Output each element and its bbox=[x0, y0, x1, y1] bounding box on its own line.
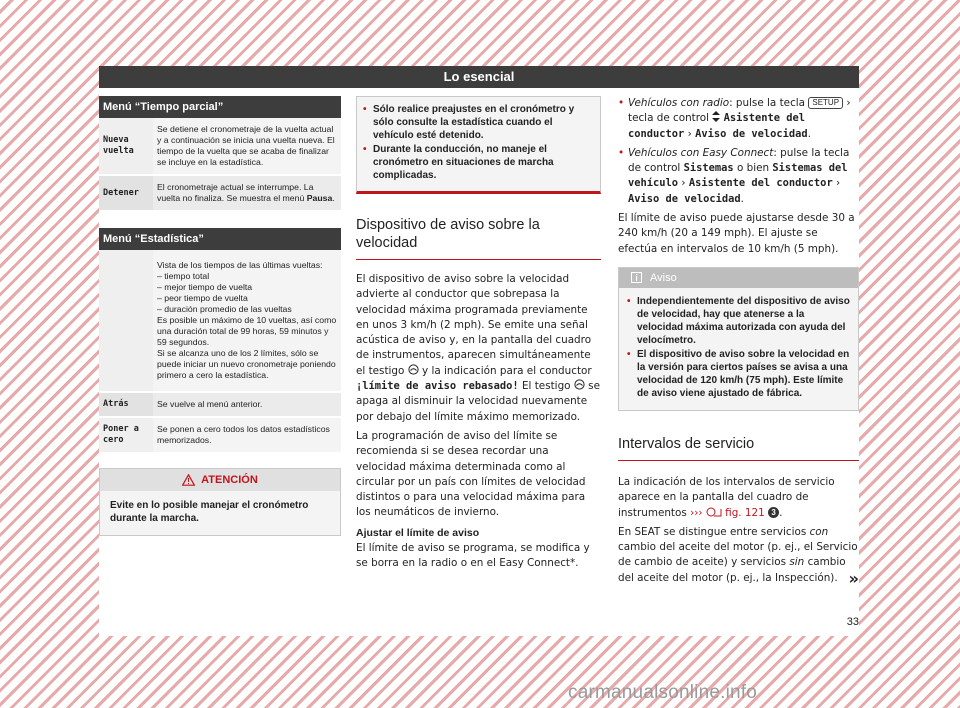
row-key: Detener bbox=[103, 187, 139, 198]
row-text: Se vuelve al menú anterior. bbox=[153, 393, 341, 416]
setup-key: SETUP bbox=[808, 97, 843, 109]
subsection-title: Ajustar el límite de aviso bbox=[356, 526, 480, 539]
bullet-item: • Vehículos con Easy Connect: pulse la tecla de control Sistemas o bien Sistemas del vehículo › Asistente del conductor › Aviso de velocidad. bbox=[618, 146, 859, 207]
continue-marker: » bbox=[848, 568, 859, 588]
table-title: Menú “Tiempo parcial” bbox=[99, 96, 341, 118]
table-estadistica bbox=[99, 228, 341, 454]
table-row bbox=[99, 250, 341, 393]
paragraph: La indicación de los intervalos de servicio aparece en la pantalla del cuadro de instrumentos ››› fig. 121 3 . bbox=[618, 475, 835, 519]
table-title: Menú “Estadística” bbox=[99, 228, 341, 250]
page-number: 33 bbox=[846, 616, 859, 628]
notice-item: • Independientemente del dispositivo de aviso de velocidad, hay que atenerse a la velocidad máxima autorizada con ayuda del velocímetro. bbox=[627, 295, 850, 347]
paragraph: El límite de aviso puede ajustarse desde 30 a 240 km/h (20 a 149 mph). El ajuste se efectúa en intervalos de 10 km/h (5 mph). bbox=[618, 212, 855, 255]
figure-link[interactable]: fig. 121 bbox=[725, 506, 765, 519]
row-text: Se ponen a cero todos los datos estadísticos memorizados. bbox=[153, 418, 341, 452]
paragraph: La programación de aviso del límite se recomienda si se desea recordar una velocidad máxima determinada como al circular por un país con límites de velocidad distintos o para una velocidad máxima para los neumáticos de invierno. bbox=[356, 429, 586, 519]
row-text: Vista de los tiempos de las últimas vueltas: – tiempo total – mejor tiempo de vuelta – peor tiempo de vuelta – duración promedio de las vueltas Es posible un máximo de 10 vueltas, así como una duración total de 99 horas, 59 minutos y 59 segundos. Si se alcanza uno de los 2 límites, sólo se puede iniciar un nuevo cronometraje poniendo primero a cero la estadística. bbox=[153, 250, 341, 391]
info-icon bbox=[631, 272, 642, 283]
column-left bbox=[99, 96, 341, 536]
notice-item: • El dispositivo de aviso sobre la velocidad en la versión para ciertos países se avisa a una velocidad de 120 km/h (75 mph). Este límite de aviso viene ajustado de fábrica. bbox=[627, 348, 850, 400]
row-text: El cronometraje actual se interrumpe. La vuelta no finaliza. Se muestra el menú Pausa. bbox=[153, 176, 341, 210]
note-item: • Durante la conducción, no maneje el cronómetro en situaciones de marcha complicadas. bbox=[363, 143, 594, 182]
table-row bbox=[99, 118, 341, 176]
notice-box bbox=[618, 267, 859, 411]
column-right bbox=[618, 96, 859, 590]
note-item: • Sólo realice preajustes en el cronómetro y sólo consulte la estadística cuando el vehículo esté detenido. bbox=[363, 103, 594, 142]
row-key bbox=[99, 250, 153, 391]
speed-warning-icon bbox=[408, 364, 419, 375]
watermark: carmanualsonline.info bbox=[568, 682, 758, 703]
table-row bbox=[99, 418, 341, 454]
up-down-arrows-icon bbox=[712, 111, 720, 122]
warning-text: Evite en lo posible manejar el cronómetro durante la marcha. bbox=[100, 491, 340, 535]
page-header: Lo esencial bbox=[99, 66, 859, 88]
row-key: Atrás bbox=[103, 399, 129, 409]
row-key: Poner a cero bbox=[103, 424, 139, 445]
warning-triangle-icon bbox=[182, 474, 195, 486]
row-key: Nueva vuelta bbox=[103, 135, 134, 156]
table-row bbox=[99, 393, 341, 418]
note-box bbox=[356, 96, 601, 194]
paragraph: En SEAT se distingue entre servicios con cambio del aceite del motor (p. ej., el Servicio de cambio de aceite) y servicios sin cambio del aceite del motor (p. ej., la Inspección). » bbox=[618, 525, 859, 588]
manual-page bbox=[99, 66, 859, 636]
section-heading: Dispositivo de aviso sobre la velocidad bbox=[356, 216, 601, 260]
table-row bbox=[99, 176, 341, 212]
reference-arrows: ››› bbox=[690, 506, 703, 519]
figure-reference-icon bbox=[706, 507, 722, 517]
callout-number: 3 bbox=[768, 507, 779, 518]
bullet-item: • Vehículos con radio: pulse la tecla SETUP › tecla de control Asistente del conductor › Aviso de velocidad. bbox=[618, 96, 859, 142]
section-heading: Intervalos de servicio bbox=[618, 435, 859, 461]
notice-title: Aviso bbox=[650, 271, 677, 284]
warning-title: ATENCIÓN bbox=[201, 474, 258, 486]
table-tiempo-parcial bbox=[99, 96, 341, 212]
paragraph: El límite de aviso se programa, se modifica y se borra en la radio o en el Easy Connect*. bbox=[356, 541, 590, 570]
notice-header bbox=[619, 268, 858, 288]
warning-header bbox=[100, 469, 340, 491]
column-middle bbox=[356, 96, 601, 575]
warning-box bbox=[99, 468, 341, 536]
row-text: Se detiene el cronometraje de la vuelta actual y a continuación se inicia una vuelta nueva. El tiempo de la vuelta que se acaba de finalizar se incluye en la estadística. bbox=[153, 118, 341, 174]
paragraph: El dispositivo de aviso sobre la velocidad advierte al conductor que sobrepasa la velocidad máxima programada previamente en unos 3 km/h (2 mph). Se emite una señal acústica de aviso y, en la pantalla del cuadro de instrumentos, aparecen simultáneamente el testigo y la indicación para el conductor ¡límite de aviso rebasado! El testigo se apaga al disminuir la velocidad nuevamente por debajo del límite máximo memorizado. bbox=[356, 273, 600, 423]
speed-warning-icon bbox=[574, 379, 585, 390]
